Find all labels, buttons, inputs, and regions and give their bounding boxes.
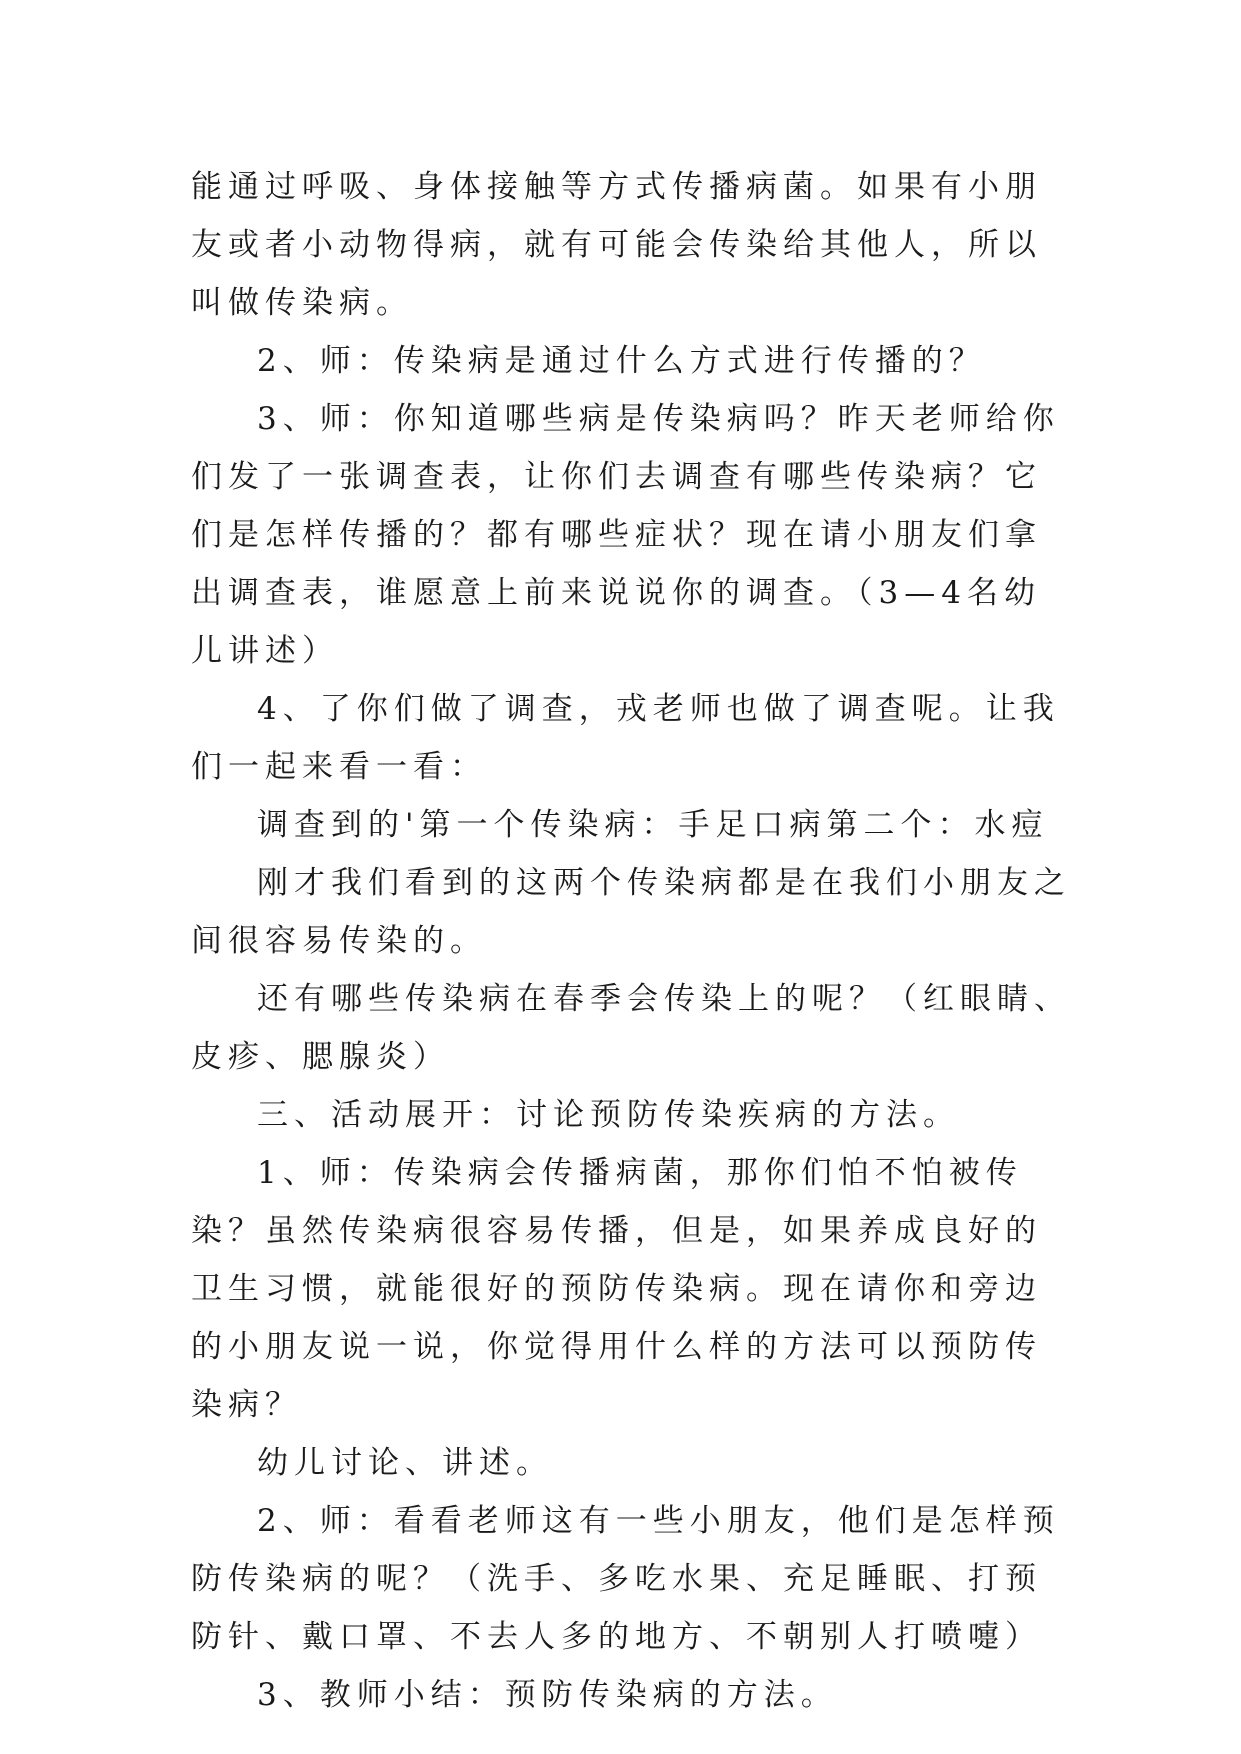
paragraph-6: 刚才我们看到的这两个传染病都是在我们小朋友之间很容易传染的。 [191,865,1071,959]
paragraph-1: 能通过呼吸、身体接触等方式传播病菌。如果有小朋友或者小动物得病，就有可能会传染给其他人，所以叫做传染病。 [191,169,1042,321]
paragraph-11: 2、师：看看老师这有一些小朋友，他们是怎样预防传染病的呢？（洗手、多吃水果、充足睡眠、打预防针、戴口罩、不去人多的地方、不朝别人打喷嚏） [191,1503,1060,1655]
paragraph-12: 3、教师小结：预防传染病的方法。 [257,1677,838,1713]
paragraph-2: 2、师：传染病是通过什么方式进行传播的？ [257,343,986,379]
document-body [191,158,1071,1724]
paragraph-9: 1、师：传染病会传播病菌，那你们怕不怕被传染？虽然传染病很容易传播，但是，如果养成良好的卫生习惯，就能很好的预防传染病。现在请你和旁边的小朋友说一说，你觉得用什么样的方法可以预防传染病？ [191,1155,1042,1423]
paragraph-3: 3、师：你知道哪些病是传染病吗？昨天老师给你们发了一张调查表，让你们去调查有哪些传染病？它们是怎样传播的？都有哪些症状？现在请小朋友们拿出调查表，谁愿意上前来说说你的调查。（3—4名幼儿讲述） [191,401,1060,669]
paragraph-10: 幼儿讨论、讲述。 [257,1445,553,1481]
paragraph-8: 三、活动展开：讨论预防传染疾病的方法。 [257,1097,960,1133]
paragraph-7: 还有哪些传染病在春季会传染上的呢？（红眼睛、皮疹、腮腺炎） [191,981,1071,1075]
paragraph-4: 4、了你们做了调查，戎老师也做了调查呢。让我们一起来看一看： [191,691,1060,785]
paragraph-5: 调查到的'第一个传染病：手足口病第二个：水痘 [257,807,1049,843]
